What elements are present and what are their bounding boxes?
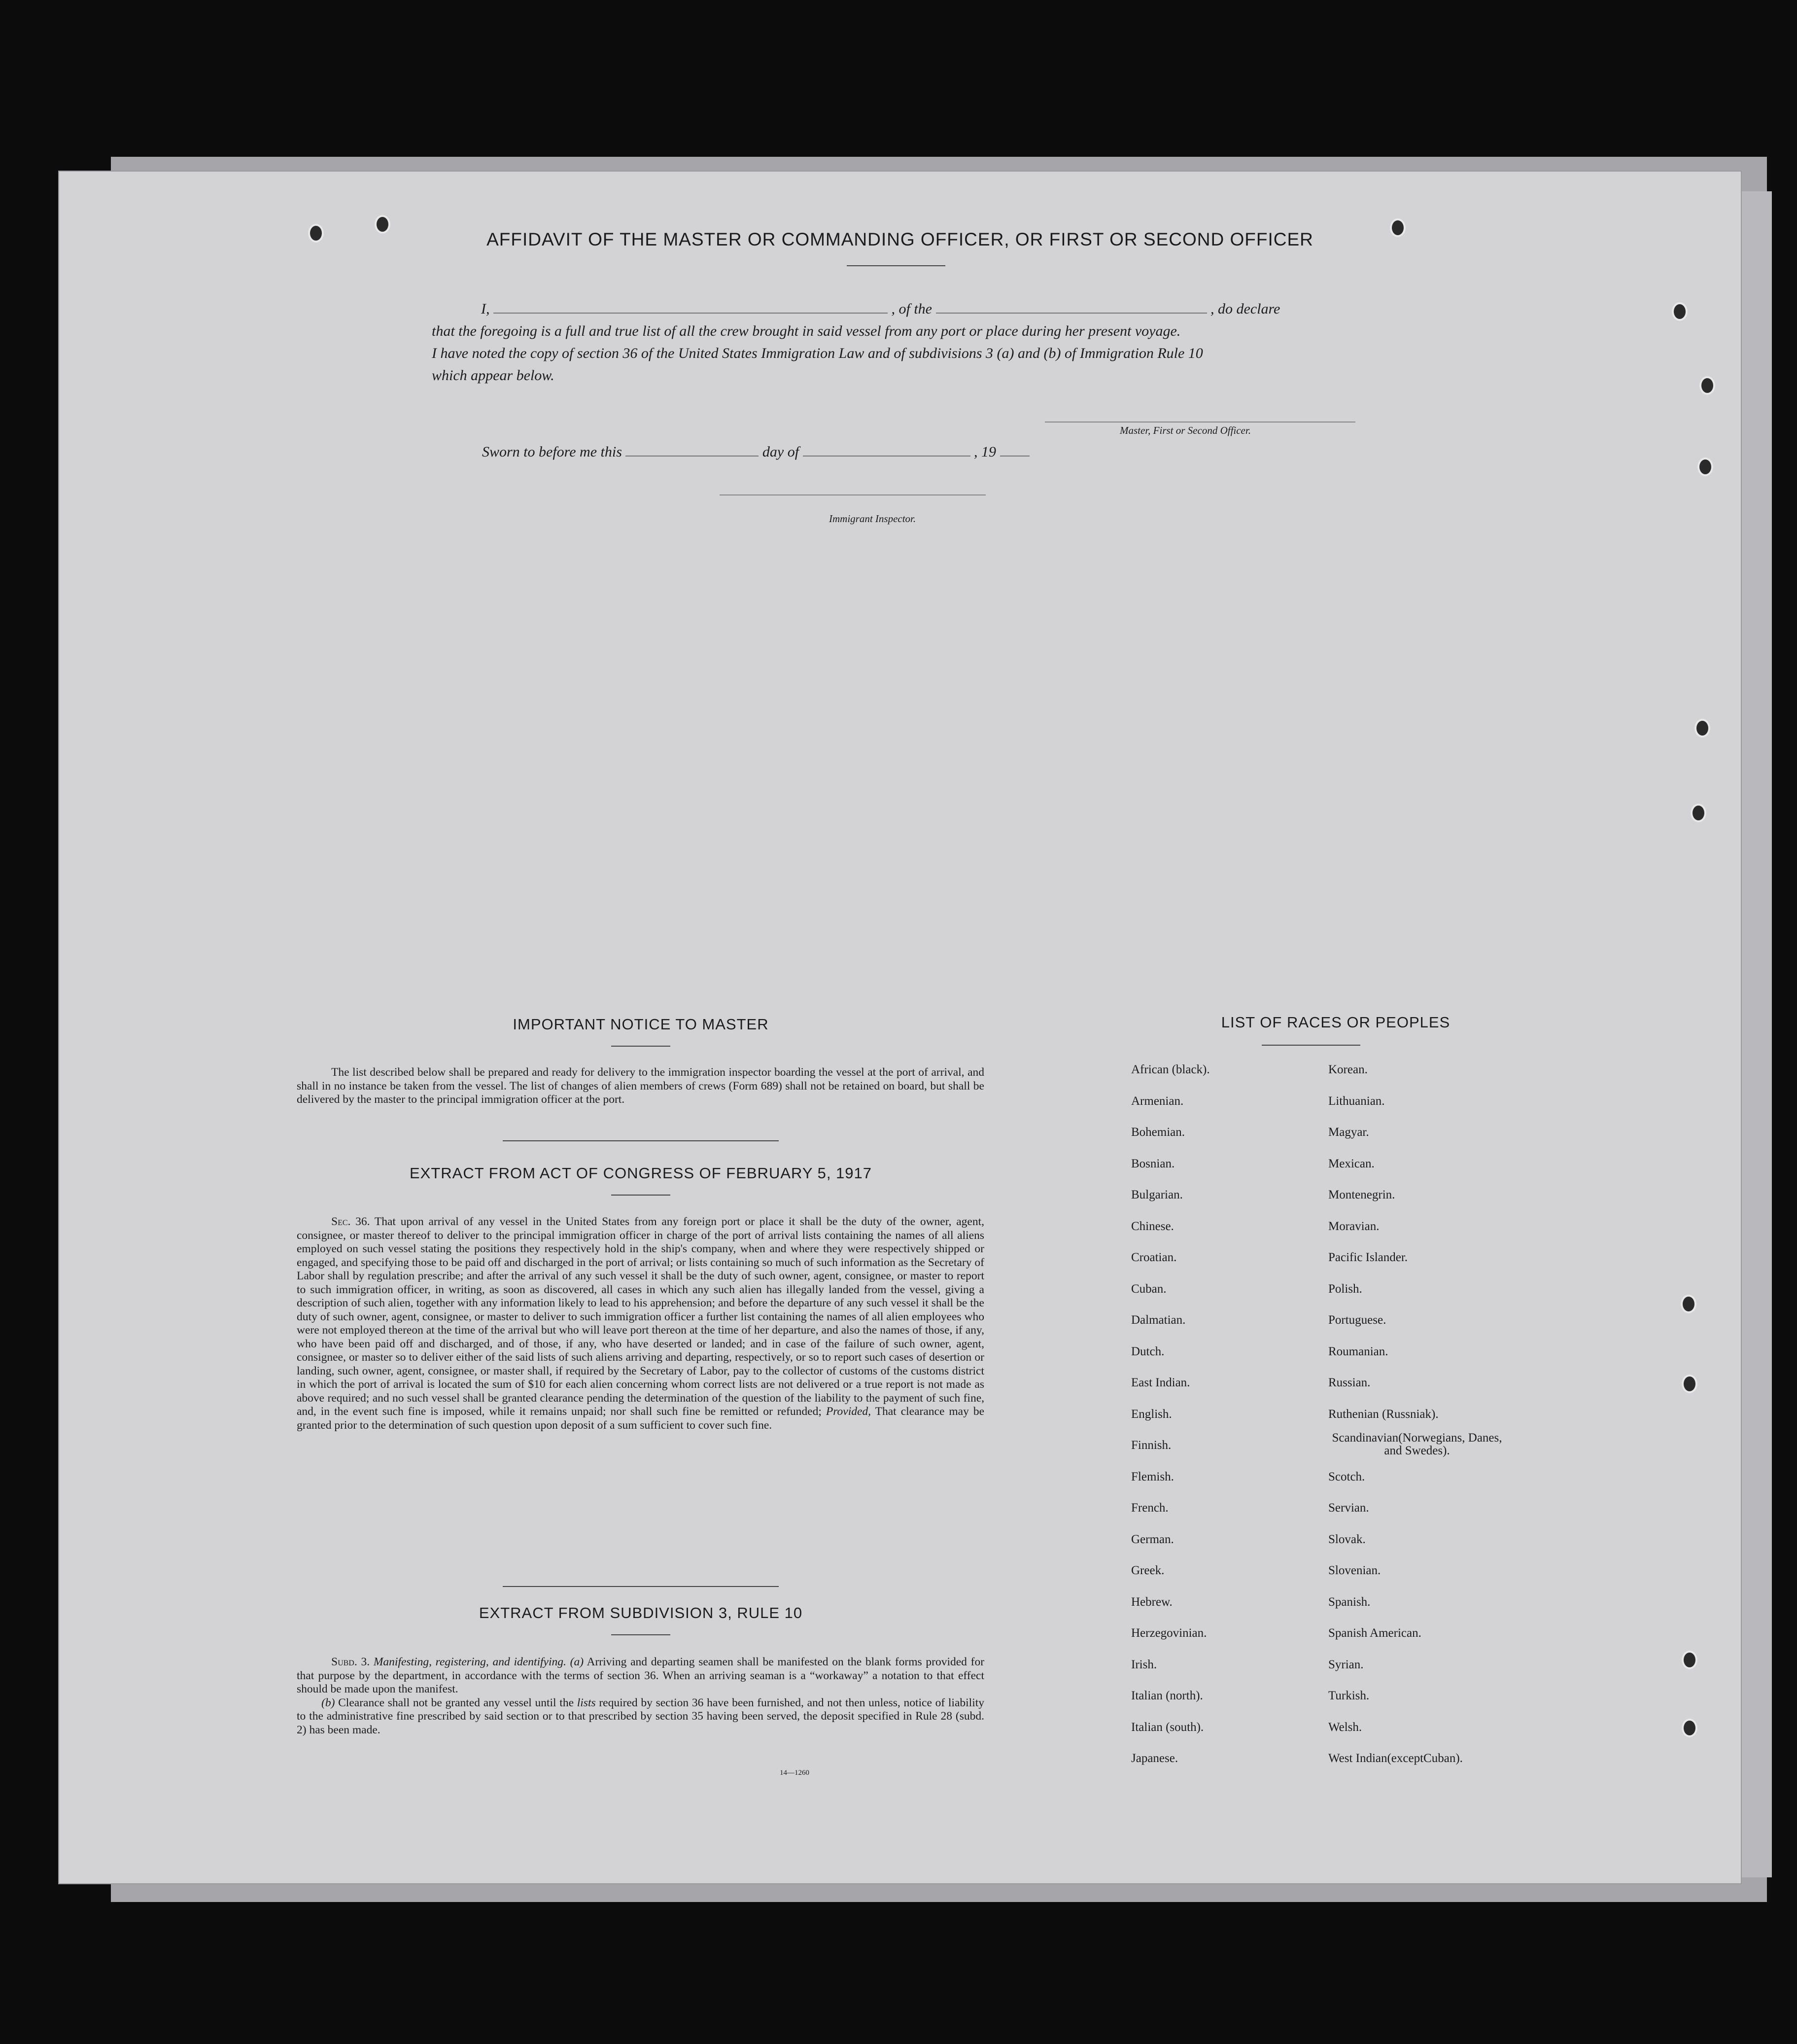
act-text: That upon arrival of any vessel in the United States from any foreign port or place it shall be the duty of the owner, agent, consignee, or master thereof to deliver to the principal immigration officer in charge of the port of arrival lists containing the names of all aliens employed on such vessel stating the positions they respectively hold in the ship's company, when and where they were respectively shipped or engaged, and specifying those to be paid off and discharged in the port of arrival; or lists containing so much of such information as the Secretary of Labor shall by regulation prescribe; and after the arrival of any such vessel it shall be the duty of such owner, agent, consignee, or master to report to such immigration officer, in writing, as soon as discovered, all cases in which any such alien has illegally landed from the vessel, giving a description of such alien, together with any information likely to lead to his apprehension; and before the departure of any such vessel it shall be the duty of such owner, agent, consignee, or master to deliver to such immigration officer a further list containing the names of all alien employees who were not employed thereon at the time of the arrival but who will leave port thereon at the time of her departure, and also the names of those, if any, who have been paid off and discharged, and of those, if any, who have deserted or landed; and in case of the failure of such owner, agent, consignee, or master so to deliver either of the said lists of such aliens arriving and departing, respectively, or so to report such cases of desertion or landing, such owner, agent, consignee, or master shall, if required by the Secretary of Labor, pay to the collector of customs of the customs district in which the port of arrival is located the sum of $10 for each alien concerning whom correct lists are not delivered or a true report is not made as above required; and no such vessel shall be granted clearance pending the determination of the question of the liability to the payment of such fine, and, in the event such fine is imposed, while it remains unpaid; nor shall such fine be remitted or refunded; bbox=[297, 1215, 985, 1418]
race-item: Scandinavian(Norwegians, Danes, and Swedes). bbox=[1332, 1431, 1502, 1457]
race-item: Lithuanian. bbox=[1328, 1094, 1385, 1108]
race-item: Bulgarian. bbox=[1131, 1188, 1183, 1201]
affidavit-declare: , do declare bbox=[1210, 301, 1280, 317]
race-item: Armenian. bbox=[1131, 1094, 1184, 1108]
race-item: Servian. bbox=[1328, 1501, 1369, 1515]
notice-divider bbox=[611, 1046, 670, 1047]
affidavit-line-1 bbox=[481, 301, 1280, 317]
act-text-end: That clearance may be granted prior to the determination of such question upon deposit of a sum sufficient to cover such fine. bbox=[297, 1405, 985, 1432]
notice-body bbox=[297, 1066, 984, 1107]
punch-hole-icon bbox=[1697, 458, 1713, 476]
act-heading: EXTRACT FROM ACT OF CONGRESS OF FEBRUARY 5, 1917 bbox=[409, 1164, 872, 1182]
affidavit-line-4: which appear below. bbox=[432, 367, 554, 384]
subd-b-text-1: Clearance shall not be granted any vessel until the bbox=[338, 1696, 574, 1709]
race-item: Scotch. bbox=[1328, 1470, 1365, 1483]
title-divider bbox=[847, 265, 945, 266]
race-item: Portuguese. bbox=[1328, 1313, 1386, 1327]
act-divider bbox=[611, 1195, 670, 1196]
sworn-year: , 19 bbox=[974, 444, 997, 460]
race-item: East Indian. bbox=[1131, 1376, 1190, 1389]
race-item: Syrian. bbox=[1328, 1657, 1364, 1671]
subd-title: Manifesting, registering, and identifying. bbox=[373, 1656, 566, 1668]
punch-hole-icon bbox=[1672, 302, 1688, 321]
race-item: Italian (north). bbox=[1131, 1689, 1203, 1702]
section-divider bbox=[503, 1140, 779, 1141]
race-item: Montenegrin. bbox=[1328, 1188, 1395, 1201]
race-item: Roumanian. bbox=[1328, 1344, 1388, 1358]
race-item: Bohemian. bbox=[1131, 1126, 1185, 1139]
affidavit-line-3: I have noted the copy of section 36 of the United States Immigration Law and of subdivisions 3 (a) and (b) of Immigration Rule 10 bbox=[432, 345, 1203, 361]
affidavit-of-the: , of the bbox=[891, 301, 932, 317]
subd-label: Subd. 3. bbox=[331, 1656, 370, 1668]
race-item: Korean. bbox=[1328, 1063, 1368, 1076]
race-item: Slovak. bbox=[1328, 1532, 1366, 1546]
race-item: Italian (south). bbox=[1131, 1720, 1204, 1734]
sworn-day-of: day of bbox=[762, 444, 799, 460]
race-item: German. bbox=[1131, 1532, 1174, 1546]
form-page bbox=[59, 172, 1741, 1883]
race-item: Croatian. bbox=[1131, 1251, 1177, 1264]
inspector-signature-line[interactable] bbox=[720, 494, 986, 495]
race-item: Hebrew. bbox=[1131, 1595, 1173, 1609]
race-item: English. bbox=[1131, 1407, 1172, 1421]
punch-hole-icon bbox=[1682, 1719, 1697, 1737]
punch-hole-icon bbox=[1682, 1651, 1697, 1669]
subd-b-text-2: required by section 36 have been furnished, and not then unless, notice of liability to the administrative fine prescribed by said section or to that prescribed by section 35 having been served, the deposit specified in Rule 28 (subd. 2) has been made. bbox=[297, 1696, 985, 1736]
sworn-prefix: Sworn to before me this bbox=[482, 444, 622, 460]
race-item: Moravian. bbox=[1328, 1219, 1380, 1233]
race-item: Turkish. bbox=[1328, 1689, 1370, 1702]
race-item: Japanese. bbox=[1131, 1752, 1178, 1765]
race-item: Polish. bbox=[1328, 1282, 1362, 1296]
race-item: Spanish American. bbox=[1328, 1626, 1421, 1640]
race-item: Magyar. bbox=[1328, 1126, 1369, 1139]
affidavit-i: I, bbox=[481, 301, 490, 317]
race-item: Greek. bbox=[1131, 1564, 1165, 1577]
master-signature-label: Master, First or Second Officer. bbox=[1120, 424, 1251, 436]
rule-heading: EXTRACT FROM SUBDIVISION 3, RULE 10 bbox=[479, 1604, 803, 1621]
race-item: Chinese. bbox=[1131, 1219, 1174, 1233]
punch-hole-icon bbox=[1694, 719, 1710, 738]
section-divider bbox=[503, 1586, 779, 1587]
subd-b-lists: lists bbox=[577, 1696, 596, 1709]
rule-divider bbox=[611, 1634, 670, 1635]
race-item: Bosnian. bbox=[1131, 1157, 1175, 1170]
race-item: Cuban. bbox=[1131, 1282, 1167, 1296]
subd-b-label: (b) bbox=[321, 1696, 335, 1709]
punch-hole-icon bbox=[1681, 1295, 1696, 1313]
race-item: Pacific Islander. bbox=[1328, 1251, 1408, 1264]
punch-hole-icon bbox=[1691, 804, 1706, 822]
punch-hole-icon bbox=[1699, 376, 1715, 395]
provided-label: Provided, bbox=[826, 1405, 871, 1418]
race-item: Finnish. bbox=[1131, 1439, 1172, 1452]
punch-hole-icon bbox=[1682, 1374, 1697, 1393]
form-number: 14—1260 bbox=[780, 1769, 809, 1777]
race-item: French. bbox=[1131, 1501, 1169, 1515]
races-heading: LIST OF RACES OR PEOPLES bbox=[1221, 1014, 1451, 1031]
sec-label: Sec. 36. bbox=[331, 1215, 370, 1228]
notice-paragraph: The list described below shall be prepared and ready for delivery to the immigration inspector boarding the vessel at the port of arrival, and shall in no instance be taken from the vessel. The list of changes of alien members of crews (Form 689) shall not be retained on board, but shall be delivered by the master to the principal immigration officer at the port. bbox=[297, 1066, 984, 1106]
declarant-name-field[interactable] bbox=[493, 313, 888, 314]
race-item: Ruthenian (Russniak). bbox=[1328, 1407, 1439, 1421]
sworn-day-field[interactable] bbox=[625, 456, 759, 457]
affidavit-line-2: that the foregoing is a full and true list of all the crew brought in said vessel from any port or place during her present voyage. bbox=[432, 323, 1181, 339]
race-item: Dutch. bbox=[1131, 1344, 1165, 1358]
vessel-name-field[interactable] bbox=[936, 313, 1207, 314]
sworn-line bbox=[482, 444, 1030, 460]
race-item: Herzegovinian. bbox=[1131, 1626, 1207, 1640]
race-item: Irish. bbox=[1131, 1657, 1157, 1671]
master-signature-line[interactable] bbox=[1045, 422, 1355, 423]
subd-a-text: Arriving and departing seamen shall be manifested on the blank forms provided for that purpose by the department, in accordance with the terms of section 36. When an arriving seaman is a “workaway” a notation to that effect should be made upon the manifest. bbox=[297, 1656, 985, 1695]
races-divider bbox=[1262, 1045, 1360, 1046]
race-item: Slovenian. bbox=[1328, 1564, 1381, 1577]
sworn-month-field[interactable] bbox=[803, 456, 970, 457]
race-item: African (black). bbox=[1131, 1063, 1210, 1076]
race-item: Welsh. bbox=[1328, 1720, 1362, 1734]
race-item: Russian. bbox=[1328, 1376, 1371, 1389]
rule-body bbox=[297, 1656, 984, 1737]
notice-heading: IMPORTANT NOTICE TO MASTER bbox=[513, 1016, 769, 1033]
race-item: Flemish. bbox=[1131, 1470, 1174, 1483]
inspector-label: Immigrant Inspector. bbox=[829, 513, 916, 525]
race-item: Spanish. bbox=[1328, 1595, 1371, 1609]
sworn-year-field[interactable] bbox=[1000, 456, 1030, 457]
race-item: Mexican. bbox=[1328, 1157, 1375, 1170]
race-item: Dalmatian. bbox=[1131, 1313, 1186, 1327]
act-body bbox=[297, 1215, 984, 1432]
race-item: West Indian(exceptCuban). bbox=[1328, 1752, 1463, 1765]
subd-a-label: (a) bbox=[570, 1656, 584, 1668]
affidavit-title: AFFIDAVIT OF THE MASTER OR COMMANDING OFFICER, OR FIRST OR SECOND OFFICER bbox=[486, 229, 1313, 249]
